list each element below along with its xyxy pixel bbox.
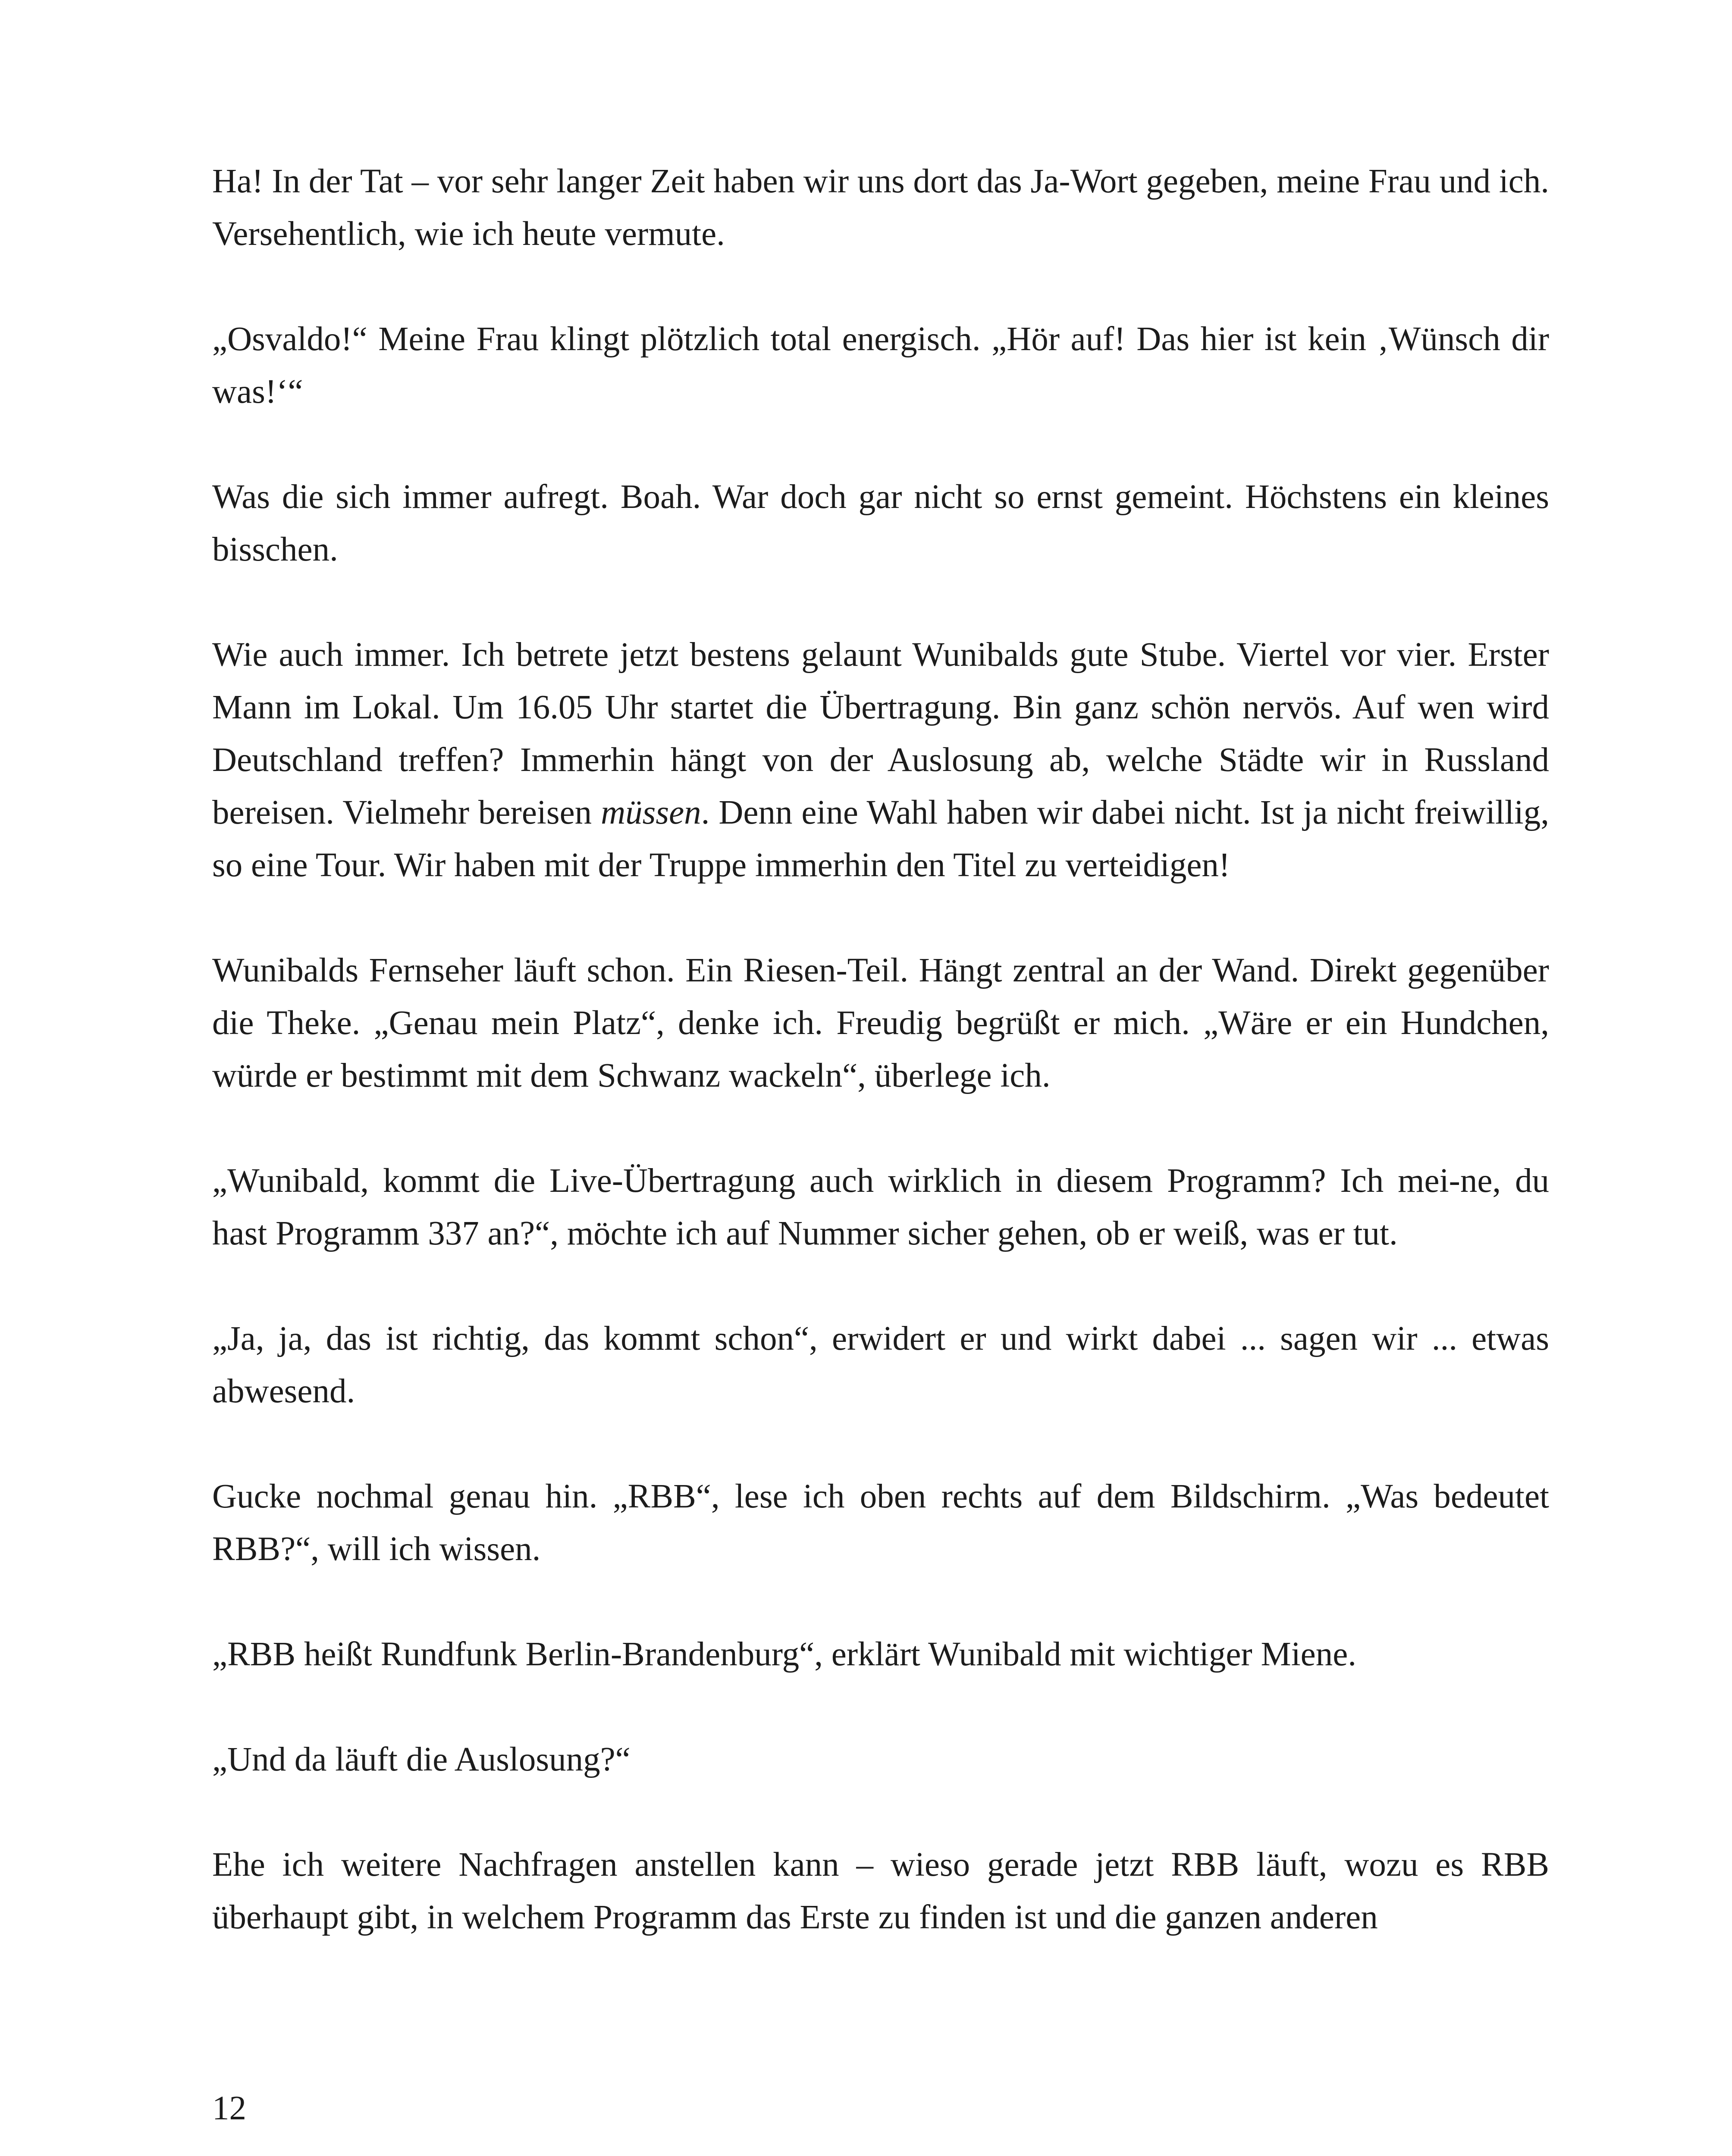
paragraph: „Osvaldo!“ Meine Frau klingt plötzlich total energisch. „Hör auf! Das hier ist kein ‚Wünsch dir was!‘“ bbox=[212, 320, 1549, 411]
paragraph-text: Wie auch immer. Ich betrete jetzt bestens gelaunt Wunibalds gute Stube. Viertel vor vier. Erster Mann im Lokal. Um 16.05 Uhr startet die Übertragung. Bin ganz schön nervös. Auf wen wird Deutschland treffen? Immerhin hängt von der Auslosung ab, welche Städte wir in Russland bereisen. Vielmehr bereisen bbox=[212, 636, 1549, 831]
paragraph: „Ja, ja, das ist richtig, das kommt schon“, erwidert er und wirkt dabei ... sagen wir ... etwas abwesend. bbox=[212, 1320, 1549, 1410]
paragraph-text: . Denn eine Wahl haben wir dabei nicht. Ist ja nicht freiwillig, so eine Tour. Wir haben mit der Truppe immerhin den Titel zu verteidigen! bbox=[212, 794, 1549, 884]
page-number: 12 bbox=[212, 2090, 246, 2127]
paragraph: Ehe ich weitere Nachfragen anstellen kann – wieso gerade jetzt RBB läuft, wozu es RBB überhaupt gibt, in welchem Programm das Erste zu finden ist und die ganzen anderen bbox=[212, 1846, 1549, 1936]
paragraph: „RBB heißt Rundfunk Berlin-Brandenburg“, erklärt Wunibald mit wichtiger Miene. bbox=[212, 1636, 1357, 1673]
emphasis-text: müssen bbox=[601, 794, 701, 831]
paragraph bbox=[212, 629, 1549, 892]
paragraph: „Wunibald, kommt die Live-Übertragung auch wirklich in diesem Programm? Ich mei-ne, du hast Programm 337 an?“, möchte ich auf Nummer sicher gehen, ob er weiß, was er tut. bbox=[212, 1162, 1549, 1252]
paragraph: „Und da läuft die Auslosung?“ bbox=[212, 1741, 631, 1778]
body-text bbox=[212, 155, 1549, 1944]
paragraph: Ha! In der Tat – vor sehr langer Zeit haben wir uns dort das Ja-Wort gegeben, meine Frau und ich. Versehentlich, wie ich heute vermute. bbox=[212, 163, 1549, 253]
paragraph: Gucke nochmal genau hin. „RBB“, lese ich oben rechts auf dem Bildschirm. „Was bedeutet RBB?“, will ich wissen. bbox=[212, 1478, 1549, 1568]
paragraph: Was die sich immer aufregt. Boah. War doch gar nicht so ernst gemeint. Höchstens ein kleines bisschen. bbox=[212, 478, 1549, 568]
paragraph: Wunibalds Fernseher läuft schon. Ein Riesen-Teil. Hängt zentral an der Wand. Direkt gegenüber die Theke. „Genau mein Platz“, denke ich. Freudig begrüßt er mich. „Wäre er ein Hundchen, würde er bestimmt mit dem Schwanz wackeln“, überlege ich. bbox=[212, 952, 1549, 1094]
